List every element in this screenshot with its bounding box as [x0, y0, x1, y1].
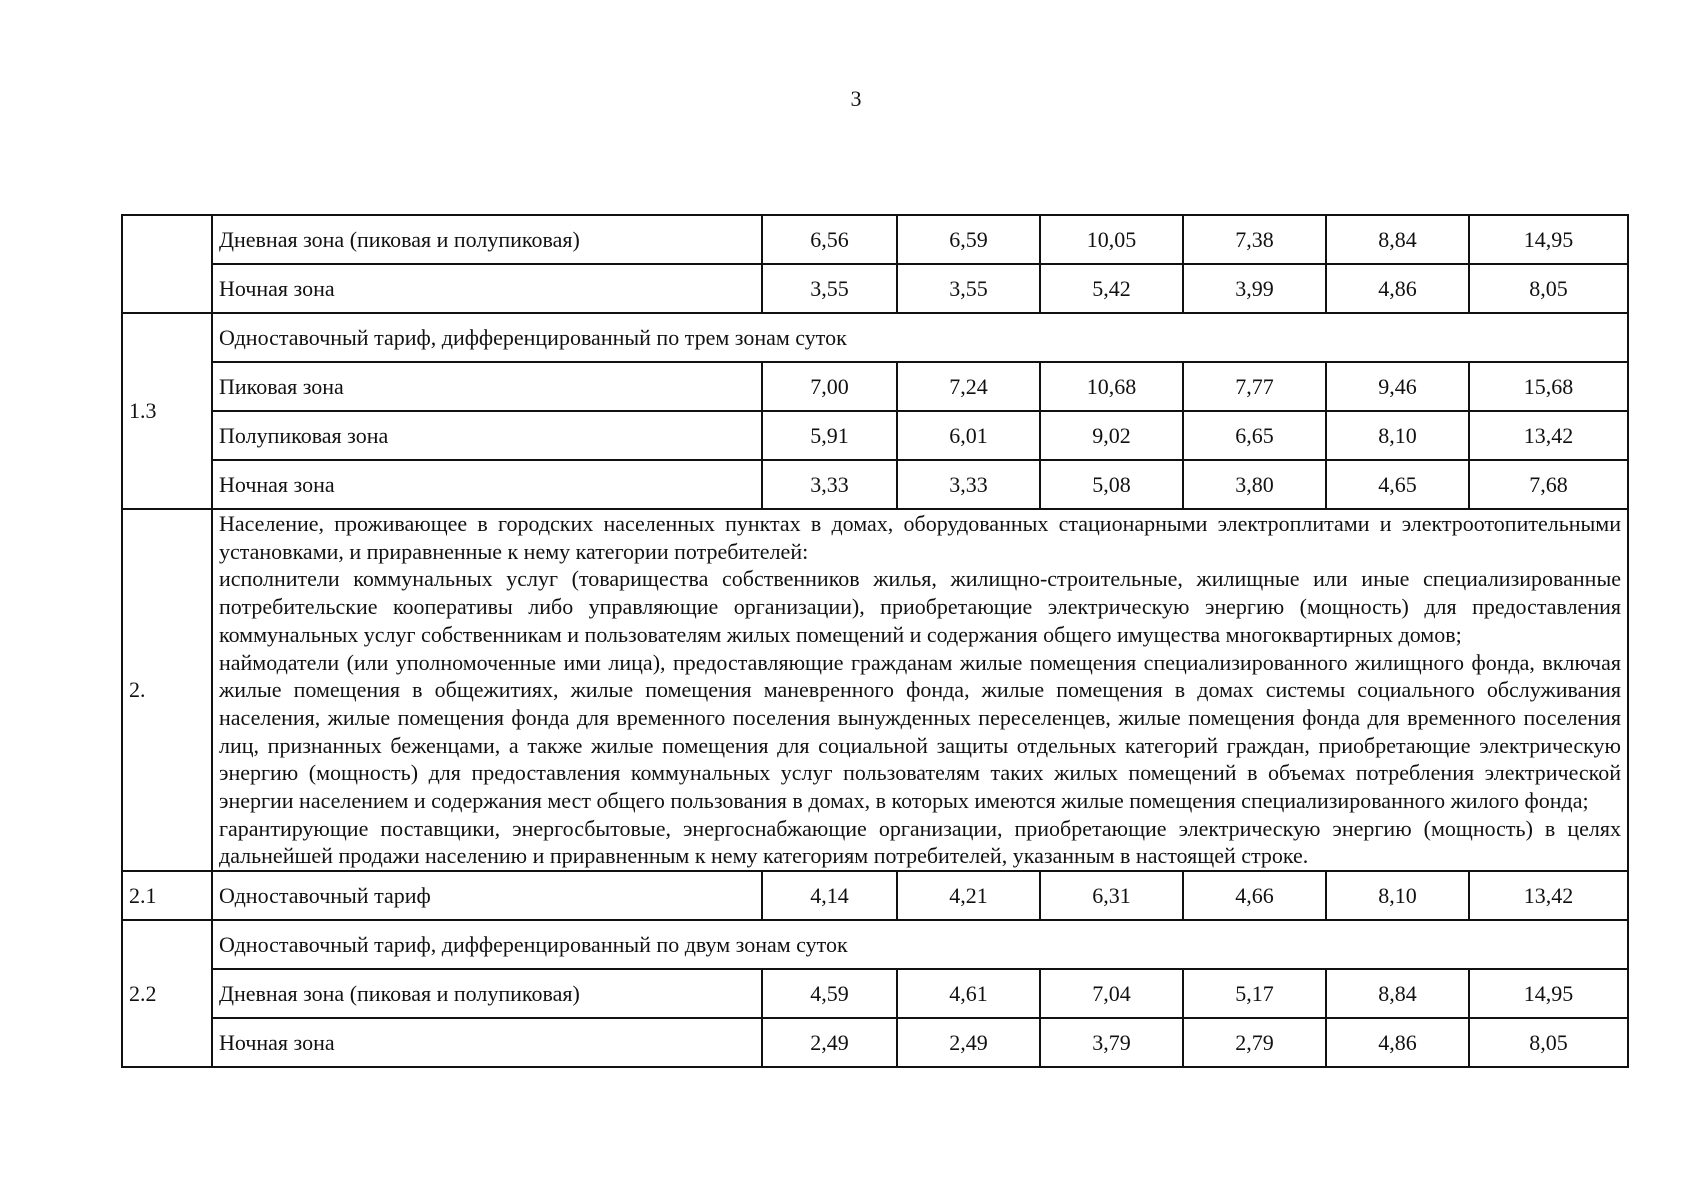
row-label: Ночная зона — [212, 264, 762, 313]
row-code: 2.2 — [122, 920, 212, 1067]
row-label: Ночная зона — [212, 1018, 762, 1067]
value-cell: 8,10 — [1326, 411, 1469, 460]
table-row — [122, 264, 1628, 313]
value-cell: 3,99 — [1183, 264, 1326, 313]
value-cell: 7,68 — [1469, 460, 1628, 509]
row-code: 2. — [122, 509, 212, 871]
value-cell: 9,02 — [1040, 411, 1183, 460]
value-cell: 3,80 — [1183, 460, 1326, 509]
description-row — [122, 509, 1628, 871]
value-cell: 7,24 — [897, 362, 1040, 411]
section-title: Одноставочный тариф, дифференцированный по трем зонам суток — [212, 313, 1628, 362]
table-row — [122, 969, 1628, 1018]
description-cell — [212, 509, 1628, 871]
value-cell: 13,42 — [1469, 871, 1628, 920]
section-title: Одноставочный тариф, дифференцированный по двум зонам суток — [212, 920, 1628, 969]
value-cell: 14,95 — [1469, 215, 1628, 264]
value-cell: 7,04 — [1040, 969, 1183, 1018]
value-cell: 4,65 — [1326, 460, 1469, 509]
value-cell: 4,21 — [897, 871, 1040, 920]
row-label: Дневная зона (пиковая и полупиковая) — [212, 215, 762, 264]
value-cell: 4,86 — [1326, 264, 1469, 313]
value-cell: 2,79 — [1183, 1018, 1326, 1067]
value-cell: 4,59 — [762, 969, 897, 1018]
value-cell: 7,77 — [1183, 362, 1326, 411]
value-cell: 7,00 — [762, 362, 897, 411]
value-cell: 13,42 — [1469, 411, 1628, 460]
table-row — [122, 362, 1628, 411]
description-paragraph: гарантирующие поставщики, энергосбытовые, энергоснабжающие организации, приобретающие электрическую энергию (мощность) в целях дальнейшей продажи населению и приравненным к нему категориям потребителей, указанным в настоящей строке. — [219, 815, 1621, 869]
value-cell: 3,55 — [897, 264, 1040, 313]
value-cell: 8,05 — [1469, 264, 1628, 313]
row-code: 1.3 — [122, 313, 212, 509]
value-cell: 15,68 — [1469, 362, 1628, 411]
page-number: 3 — [850, 86, 862, 111]
row-label: Пиковая зона — [212, 362, 762, 411]
value-cell: 8,84 — [1326, 969, 1469, 1018]
value-cell: 6,56 — [762, 215, 897, 264]
table-row — [122, 215, 1628, 264]
value-cell: 6,31 — [1040, 871, 1183, 920]
value-cell: 8,84 — [1326, 215, 1469, 264]
value-cell: 4,86 — [1326, 1018, 1469, 1067]
value-cell: 10,68 — [1040, 362, 1183, 411]
table-row — [122, 460, 1628, 509]
row-label: Дневная зона (пиковая и полупиковая) — [212, 969, 762, 1018]
row-code: 2.1 — [122, 871, 212, 920]
description-paragraph: исполнители коммунальных услуг (товарищества собственников жилья, жилищно-строительные, жилищные или иные специализированные потребительские кооперативы либо управляющие организации), приобретающие электрическую энергию (мощность) для предоставления коммунальных услуг собственникам и пользователям жилых помещений и содержания общего имущества многоквартирных домов; — [219, 566, 1621, 647]
value-cell: 6,65 — [1183, 411, 1326, 460]
value-cell: 5,42 — [1040, 264, 1183, 313]
value-cell: 8,10 — [1326, 871, 1469, 920]
row-code-empty — [122, 215, 212, 313]
table-row — [122, 871, 1628, 920]
value-cell: 5,91 — [762, 411, 897, 460]
value-cell: 3,33 — [762, 460, 897, 509]
value-cell: 3,33 — [897, 460, 1040, 509]
row-label: Полупиковая зона — [212, 411, 762, 460]
row-label: Ночная зона — [212, 460, 762, 509]
description-paragraph: Население, проживающее в городских населенных пунктах в домах, оборудованных стационарными электроплитами и электроотопительными установками, и приравненные к нему категории потребителей: — [219, 511, 1621, 564]
value-cell: 5,08 — [1040, 460, 1183, 509]
value-cell: 2,49 — [897, 1018, 1040, 1067]
value-cell: 10,05 — [1040, 215, 1183, 264]
value-cell: 3,79 — [1040, 1018, 1183, 1067]
table-row — [122, 411, 1628, 460]
value-cell: 4,61 — [897, 969, 1040, 1018]
tariff-table — [121, 214, 1629, 1068]
value-cell: 5,17 — [1183, 969, 1326, 1018]
value-cell: 6,01 — [897, 411, 1040, 460]
value-cell: 8,05 — [1469, 1018, 1628, 1067]
value-cell: 7,38 — [1183, 215, 1326, 264]
value-cell: 3,55 — [762, 264, 897, 313]
value-cell: 9,46 — [1326, 362, 1469, 411]
section-header-row — [122, 313, 1628, 362]
value-cell: 6,59 — [897, 215, 1040, 264]
value-cell: 14,95 — [1469, 969, 1628, 1018]
section-header-row — [122, 920, 1628, 969]
value-cell: 4,14 — [762, 871, 897, 920]
description-paragraph: наймодатели (или уполномоченные ими лица), предоставляющие гражданам жилые помещения специализированного жилищного фонда, включая жилые помещения в общежитиях, жилые помещения маневренного фонда, жилые помещения в домах системы социального обслуживания населения, жилые помещения фонда для временного поселения вынужденных переселенцев, жилые помещения фонда для временного поселения лиц, признанных беженцами, а также жилые помещения для социальной защиты отдельных категорий граждан, приобретающие электрическую энергию (мощность) для предоставления коммунальных услуг пользователям таких жилых помещений в объемах потребления электрической энергии населением и содержания мест общего пользования в домах, в которых имеются жилые помещения специализированного жилого фонда; — [219, 649, 1621, 814]
row-label: Одноставочный тариф — [212, 871, 762, 920]
value-cell: 4,66 — [1183, 871, 1326, 920]
table-row — [122, 1018, 1628, 1067]
value-cell: 2,49 — [762, 1018, 897, 1067]
